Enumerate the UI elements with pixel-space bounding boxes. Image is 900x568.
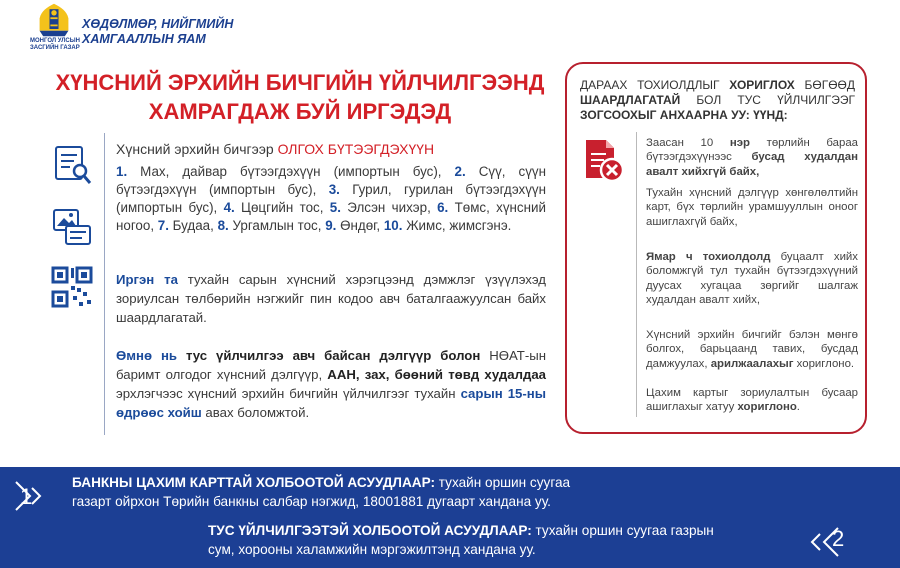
item-1-text: Мах, дайвар бүтээгдэхүүн (импортын бус),	[127, 164, 455, 179]
warning-item-1	[646, 136, 858, 179]
footer-line-1b: газарт ойрхон Төрийн банкны салбар нэгжид, 18001881 дугаарт хандана уу.	[72, 494, 551, 509]
qr-code-icon	[50, 265, 94, 309]
w4a: Хүнсний эрхийн бичгийг бэлэн мөнгө болгох, барьцаанд тавих, бусдад дамжуулах,	[646, 329, 858, 370]
item-9-text: Өндөг,	[336, 218, 384, 233]
previous-b4: сарын 15-ны өдрөөс хойш	[116, 386, 546, 420]
products-list	[116, 163, 546, 235]
item-7-number: 7.	[157, 218, 169, 233]
warning-item-3	[646, 250, 858, 308]
footer-b2: ТУС ҮЙЛЧИЛГЭЭТЭЙ ХОЛБООТОЙ АСУУДЛААР:	[208, 523, 532, 538]
warning-divider	[636, 132, 637, 417]
citizen-paragraph	[116, 270, 546, 327]
previous-t2: НӨАТ-ын баримт олгодог хүнсний дэлгүүр,	[116, 348, 546, 382]
warning-h5: БОЛ ТУС ҮЙЛЧИЛГЭЭГ	[680, 93, 855, 107]
title-line1: ХҮНСНИЙ ЭРХИЙН БИЧГИЙН ҮЙЛЧИЛГЭЭНД	[55, 70, 545, 95]
emblem-caption: МОНГОЛ УЛСЫН ЗАСГИЙН ГАЗАР	[30, 38, 80, 51]
item-7-text: Будаа,	[168, 218, 218, 233]
w5a: Цахим картыг зориулалтын бусаар ашиглахыг хатуу	[646, 387, 858, 414]
w3a: Ямар ч тохиолдолд	[646, 251, 771, 263]
w1d: бусад худалдан авалт хийхгүй байх,	[646, 151, 858, 178]
ministry-line2: ХАМГААЛЛЫН ЯАМ	[82, 32, 206, 46]
footer-b1: БАНКНЫ ЦАХИМ КАРТТАЙ ХОЛБООТОЙ АСУУДЛААР:	[72, 475, 435, 490]
w4b: арилжаалахыг	[710, 357, 794, 370]
item-5-number: 5.	[329, 200, 341, 215]
item-10-number: 10.	[383, 218, 403, 233]
w1a: Заасан 10	[646, 137, 730, 149]
footer-t1a: тухайн оршин суугаа	[435, 475, 571, 490]
previous-t1: тус үйлчилгээ авч байсан	[177, 348, 380, 363]
warning-h6: ЗОГСООХЫГ АНХААРНА УУ: ҮҮНД:	[580, 108, 788, 122]
image-document-icon	[50, 204, 94, 248]
products-intro-text: Хүнсний эрхийн бичгээр	[116, 141, 278, 157]
previous-b2: дэлгүүр болон	[379, 348, 481, 363]
chevron-right-icon	[10, 478, 60, 514]
footer-t2a: тухайн оршин суугаа газрын	[531, 523, 714, 538]
w5b: хориглоно	[737, 401, 797, 414]
products-intro	[116, 141, 546, 158]
item-3-text: Гурил, гурилан бүтээгдэхүүн (импортын бус),	[116, 182, 546, 215]
previous-t3: эрхлэгчээс хүнсний эрхийн бичгийн үйлчилгээг тухайн	[116, 386, 461, 401]
warning-item-5	[646, 386, 858, 415]
item-2-number: 2.	[454, 164, 466, 179]
item-1-number: 1.	[116, 164, 128, 179]
w1c: төрлийн бараа бүтээгдэхүүнээс	[646, 137, 859, 164]
item-6-text: Төмс, хүнсний ногоо,	[116, 200, 546, 233]
warning-h2: ХОРИГЛОХ	[729, 78, 795, 92]
warning-item-4	[646, 328, 858, 371]
footer-number-2: 2	[832, 526, 845, 551]
item-6-number: 6.	[437, 200, 449, 215]
title-line2: ХАМРАГДАЖ БУЙ ИРГЭДЭД	[148, 99, 452, 124]
item-5-text: Элсэн чихэр,	[340, 200, 438, 215]
item-3-number: 3.	[328, 182, 340, 197]
previous-b3: ААН, зах, бөөний төвд худалдаа	[327, 367, 546, 382]
warning-heading	[580, 78, 855, 123]
w3b: буцаалт хийх боломжгүй тул тухайн бүтээгдэхүүний дуусах хугацаа зөргийг шалгаж худалдан авалт хийх,	[646, 251, 858, 307]
footer-number-1: 1	[20, 484, 33, 509]
footer-line-1a	[72, 474, 892, 492]
w1b: нэр	[729, 137, 750, 149]
warning-item-2: Тухайн хүнсний дэлгүүр хөнгөлөлтийн карт, бүх төрлийн урамшууллын оноог ашиглахгүй байх,	[646, 187, 858, 228]
divider-line	[104, 133, 105, 435]
products-intro-highlight: ОЛГОХ БҮТЭЭГДЭХҮҮН	[277, 141, 435, 157]
item-4-text: Цөцгийн тос,	[234, 200, 330, 215]
item-10-text: Жимс, жимсгэнэ.	[402, 218, 512, 233]
previous-paragraph	[116, 346, 546, 422]
footer-line-2a	[208, 522, 808, 540]
w5c: .	[796, 401, 800, 414]
previous-t4: авах боломжтой.	[201, 405, 310, 420]
item-4-number: 4.	[223, 200, 235, 215]
previous-b1: Өмнө нь	[116, 348, 178, 363]
ministry-line1: ХӨДӨЛМӨР, НИЙГМИЙН	[82, 17, 234, 31]
item-9-number: 9.	[325, 218, 337, 233]
item-8-text: Ургамлын тос,	[228, 218, 326, 233]
w4c: хориглоно.	[793, 357, 855, 370]
page-title	[40, 68, 560, 126]
ministry-name	[82, 17, 233, 47]
warning-h4: ШААРДЛАГАТАЙ	[580, 93, 681, 107]
soyombo-emblem-icon	[32, 2, 76, 38]
citizen-text: тухайн сарын хүнсний хэрэгцээнд дэмжлэг үзүүлэхэд зориулсан төлбөрийн нэгжийг пин кодоо авч баталгаажуулсан байх шаардлагатай.	[116, 272, 547, 325]
document-search-icon	[50, 143, 94, 187]
citizen-bold: Иргэн та	[116, 272, 178, 287]
document-prohibited-icon	[582, 138, 626, 184]
footer-line-2b: сум, хорооны халамжийн мэргэжилтэнд хандана уу.	[208, 542, 536, 557]
warning-h3: БӨГӨӨД	[794, 78, 855, 92]
warning-h1: ДАРААХ ТОХИОЛДЛЫГ	[580, 78, 730, 92]
item-8-number: 8.	[217, 218, 229, 233]
item-2-text: Сүү, сүүн бүтээгдэхүүн (импортын бус),	[116, 164, 547, 197]
